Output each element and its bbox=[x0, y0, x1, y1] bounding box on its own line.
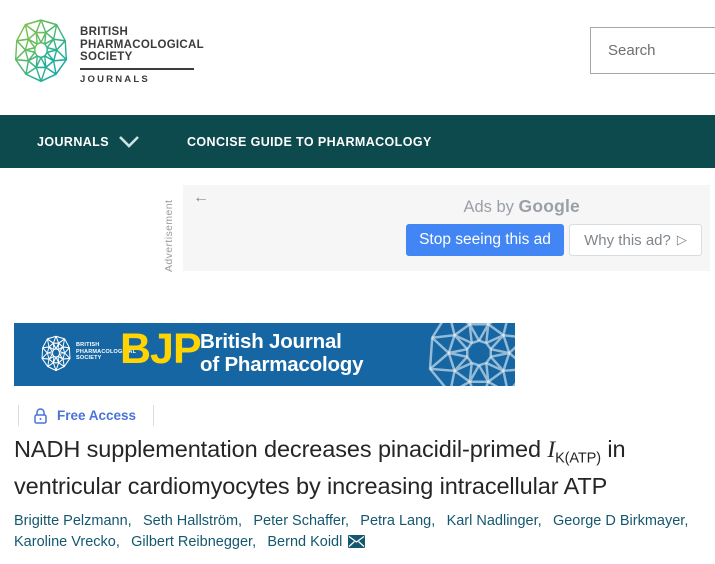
site-header bbox=[0, 0, 715, 115]
ad-button-row bbox=[406, 224, 702, 256]
bjp-logotype: BJP bbox=[120, 325, 201, 373]
nav-concise-guide[interactable] bbox=[187, 135, 432, 149]
banner-polyhedron-decoration bbox=[423, 323, 515, 386]
logo-journals-label: JOURNALS bbox=[80, 73, 150, 85]
author-name[interactable]: Peter Schaffer bbox=[253, 513, 345, 529]
author-name[interactable]: Gilbert Reibnegger bbox=[131, 534, 253, 550]
author-name[interactable]: Petra Lang bbox=[360, 513, 432, 529]
bps-mini-logo-icon bbox=[40, 334, 72, 372]
bjp-journal-banner[interactable] bbox=[14, 323, 515, 386]
free-access-badge: Free Access bbox=[57, 408, 137, 423]
mini-logo-line: SOCIETY bbox=[76, 355, 102, 361]
logo-line: PHARMACOLOGICAL bbox=[80, 38, 204, 51]
access-status-row bbox=[18, 405, 154, 426]
mini-logo-line: PHARMACOLOGICAL bbox=[76, 348, 137, 355]
author-list: Brigitte Pelzmann, Seth Hallström, Peter Schaffer, Petra Lang, Karl Nadlinger, George D Birkmayer, Karoline Vrecko, Gilbert Reibnegger, Bernd Koidl bbox=[14, 513, 696, 550]
bps-logo-icon[interactable] bbox=[12, 16, 70, 84]
advertisement-label: Advertisement bbox=[163, 199, 175, 272]
author-name[interactable]: Karoline Vrecko bbox=[14, 534, 116, 550]
title-text: in ventricular cardiomyocytes by increasing intracellular ATP bbox=[14, 436, 626, 500]
nav-journals-menu[interactable] bbox=[37, 135, 140, 149]
lock-icon bbox=[34, 408, 47, 424]
title-text: NADH supplementation decreases pinacidil-primed bbox=[14, 436, 548, 462]
author-name[interactable]: Brigitte Pelzmann bbox=[14, 513, 128, 529]
ads-by-text: Ads by bbox=[463, 198, 514, 216]
ads-by-google-label bbox=[463, 196, 580, 217]
bps-logo-wordmark[interactable] bbox=[80, 26, 204, 86]
journal-title-line1: British Journal bbox=[200, 330, 342, 353]
author-byline bbox=[14, 511, 714, 553]
journal-title bbox=[200, 331, 363, 376]
author-name[interactable]: George D Birkmayer bbox=[552, 513, 685, 529]
journal-title-line2: of Pharmacology bbox=[200, 352, 364, 376]
google-ad-frame bbox=[183, 185, 710, 271]
ad-controls bbox=[406, 196, 702, 256]
logo-divider bbox=[80, 68, 194, 70]
author-name[interactable]: Bernd Koidl bbox=[267, 534, 343, 550]
mini-logo-line: BRITISH bbox=[76, 342, 100, 348]
separator bbox=[18, 405, 19, 426]
title-current-symbol: I bbox=[547, 437, 556, 463]
search-input[interactable] bbox=[590, 27, 715, 74]
why-this-ad-button[interactable] bbox=[569, 224, 702, 256]
chevron-down-icon bbox=[118, 135, 140, 148]
back-arrow-icon[interactable]: ← bbox=[193, 189, 209, 206]
separator bbox=[153, 405, 154, 426]
nav-concise-label: CONCISE GUIDE TO PHARMACOLOGY bbox=[186, 134, 432, 149]
logo-line: SOCIETY bbox=[80, 51, 133, 63]
adchoices-icon: ▷ bbox=[676, 232, 687, 247]
title-subscript: K(ATP) bbox=[555, 450, 601, 467]
main-navbar bbox=[0, 115, 715, 168]
author-name[interactable]: Seth Hallström bbox=[142, 513, 239, 529]
author-name[interactable]: Karl Nadlinger bbox=[446, 513, 538, 529]
why-this-ad-label: Why this ad? bbox=[584, 231, 671, 249]
google-logotype: Google bbox=[518, 196, 580, 216]
stop-seeing-ad-button[interactable]: Stop seeing this ad bbox=[406, 224, 564, 256]
article-title bbox=[14, 436, 698, 501]
nav-journals-label: JOURNALS bbox=[37, 134, 109, 149]
email-corresponding-author-icon[interactable] bbox=[348, 535, 365, 548]
logo-line: BRITISH bbox=[80, 26, 129, 38]
